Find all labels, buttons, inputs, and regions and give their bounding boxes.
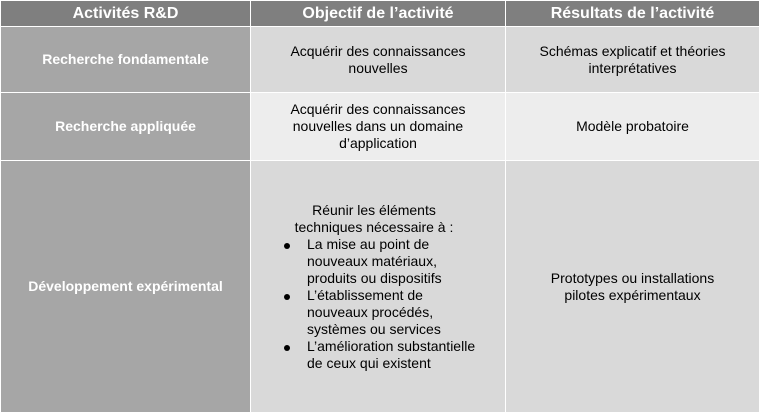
activity-label: Développement expérimental [1,161,251,413]
list-item [281,287,477,338]
table-row-recherche-fondamentale [1,27,759,93]
result-text: Prototypes ou installations pilotes expérimentaux [550,269,715,303]
objective-cell [251,27,506,93]
bullet-text: L’établissement de nouveaux procédés, systèmes ou services [307,286,441,337]
header-activities: Activités R&D [1,1,251,27]
activity-label: Recherche fondamentale [1,27,251,93]
bullet-text: La mise au point de nouveaux matériaux, produits ou dispositifs [307,235,442,286]
result-text: Modèle probatoire [576,118,689,134]
objective-cell [251,93,506,161]
bullet-icon [284,345,290,351]
header-objective: Objectif de l’activité [251,1,506,27]
result-cell [506,161,759,413]
result-text: Schémas explicatif et théories interprétatives [539,42,726,76]
objective-bullet-list [251,236,505,372]
list-item [281,338,477,372]
table-row-recherche-appliquee [1,93,759,161]
objective-intro: Réunir les éléments techniques nécessaire à : [294,201,454,235]
objective-text: Acquérir des connaissances nouvelles dans un domaine d’application [290,101,466,151]
header-results: Résultats de l’activité [506,1,759,27]
result-cell [506,27,759,93]
bullet-text: L’amélioration substantielle de ceux qui existent [307,337,476,371]
bullet-icon [284,294,290,300]
bullet-icon [284,243,290,249]
header-row [1,1,759,27]
objective-text: Acquérir des connaissances nouvelles [290,42,466,76]
result-cell [506,93,759,161]
list-item [281,236,477,287]
objective-cell [251,161,506,413]
activity-label: Recherche appliquée [1,93,251,161]
table-row-developpement-experimental [1,161,759,413]
